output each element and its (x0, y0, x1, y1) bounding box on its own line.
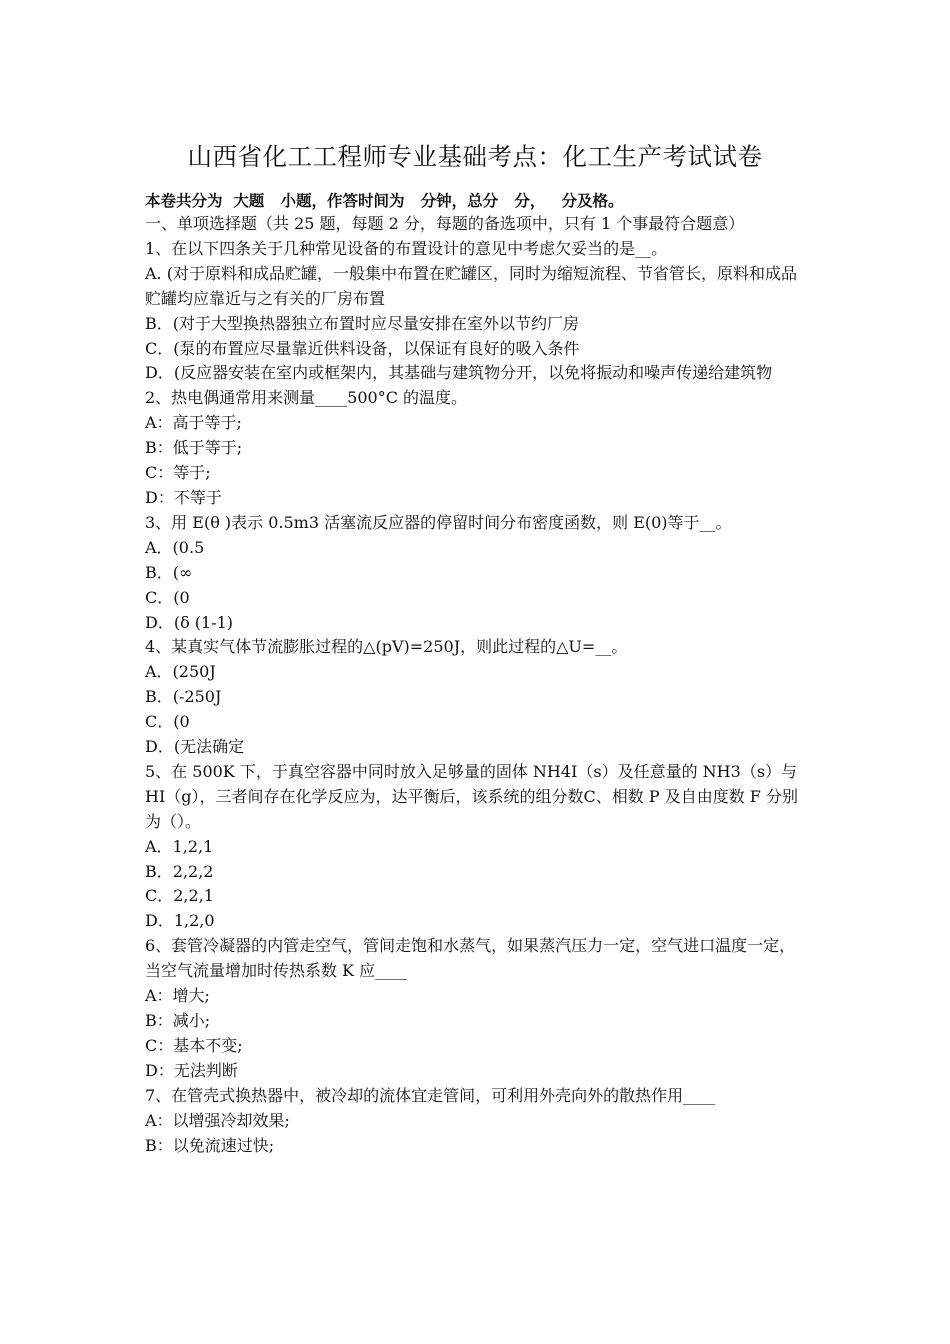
option-3c: C．(0 (145, 587, 190, 607)
question-3: 3、用 E(θ )表示 0.5m3 活塞流反应器的停留时间分布密度函数，则 E(0)等于__。 (145, 512, 732, 532)
option-1a: A. (对于原料和成品贮罐，一般集中布置在贮罐区，同时为缩短流程、节省管长，原料和成品贮罐均应靠近与之有关的厂房布置 (145, 263, 797, 308)
document-body (145, 212, 810, 1158)
option-2c: C：等于; (145, 463, 211, 483)
option-3a: A．(0.5 (145, 537, 205, 557)
option-5c: C．2,2,1 (145, 886, 214, 906)
option-2b: B：低于等于; (145, 438, 243, 458)
option-5b: B．2,2,2 (145, 861, 214, 881)
question-5: 5、在 500K 下，于真空容器中同时放入足够量的固体 NH4I（s）及任意量的 NH3（s）与 HI（g），三者间存在化学反应为，达平衡后，该系统的组分数C、相数 P 及自由度数 F 分别为（）。 (145, 761, 798, 831)
section-heading: 一、单项选择题（共 25 题，每题 2 分，每题的备选项中，只有 1 个事最符合题意） (145, 214, 745, 233)
option-1b: B．(对于大型换热器独立布置时应尽量安排在室外以节约厂房 (145, 313, 580, 333)
option-7a: A：以增强冷却效果; (145, 1110, 290, 1130)
question-7: 7、在管壳式换热器中，被冷却的流体宜走管间，可利用外壳向外的散热作用____ (145, 1085, 716, 1105)
option-2d: D：不等于 (145, 487, 222, 507)
option-4a: A．(250J (145, 662, 216, 682)
exam-info-line: 本卷共分为 大题 小题，作答时间为 分钟，总分 分， 分及格。 (145, 192, 624, 210)
option-4c: C．(0 (145, 712, 190, 732)
option-6a: A：增大; (145, 986, 210, 1006)
option-3d: D．(δ (1-1) (145, 612, 234, 632)
option-1d: D．(反应器安装在室内或框架内，其基础与建筑物分开，以免将振动和噪声传递给建筑物 (145, 363, 773, 383)
option-1c: C．(泵的布置应尽量靠近供料设备，以保证有良好的吸入条件 (145, 338, 580, 358)
option-6d: D：无法判断 (145, 1060, 238, 1080)
option-7b: B：以免流速过快; (145, 1135, 275, 1155)
question-1: 1、在以下四条关于几种常见设备的布置设计的意见中考虑欠妥当的是__。 (145, 238, 668, 258)
question-2: 2、热电偶通常用来测量____500°C 的温度。 (145, 388, 468, 408)
option-2a: A：高于等于; (145, 413, 242, 433)
question-4: 4、某真实气体节流膨胀过程的△(pV)=250J，则此过程的△U=__。 (145, 637, 628, 657)
option-6c: C：基本不变; (145, 1035, 243, 1055)
option-5a: A．1,2,1 (145, 836, 214, 856)
option-3b: B．(∞ (145, 562, 193, 582)
question-6: 6、套管冷凝器的内管走空气，管间走饱和水蒸气，如果蒸汽压力一定，空气进口温度一定，当空气流量增加时传热系数 K 应____ (145, 936, 796, 981)
option-6b: B：减小; (145, 1011, 211, 1030)
option-5d: D．1,2,0 (145, 911, 215, 931)
option-4b: B．(-250J (145, 687, 222, 707)
document-title: 山西省化工工程师专业基础考点：化工生产考试试卷 (187, 142, 763, 171)
option-4d: D．(无法确定 (145, 737, 245, 757)
